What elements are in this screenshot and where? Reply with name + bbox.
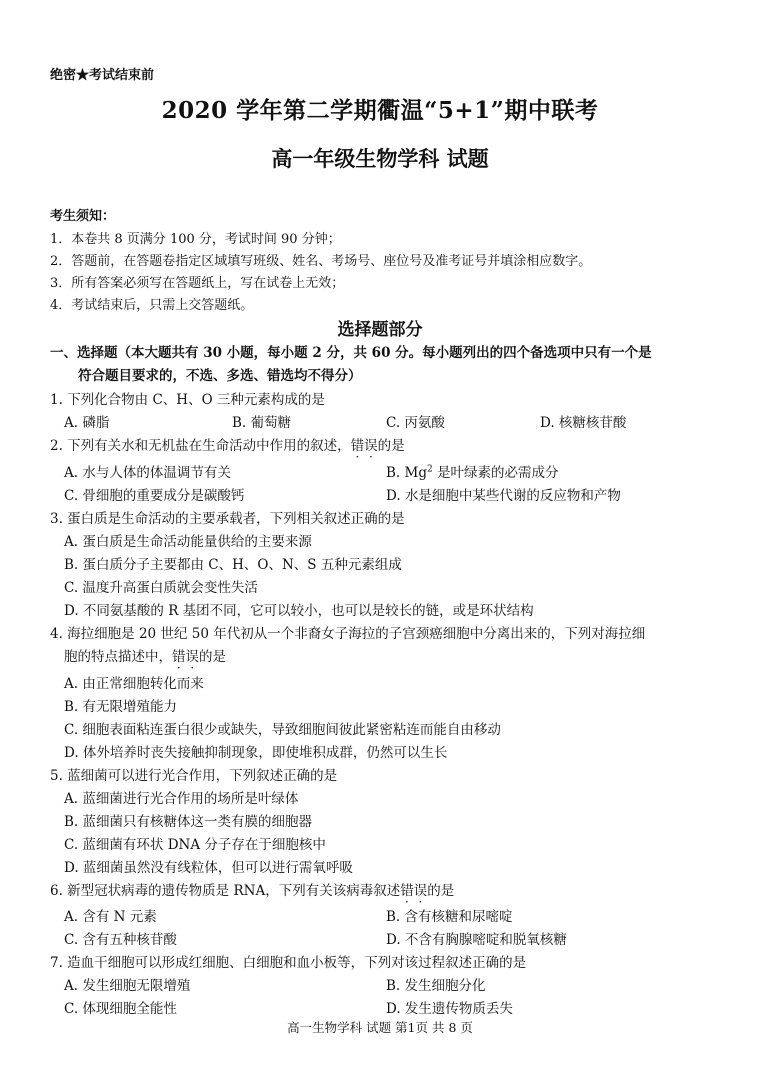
question-6-stem-end: 的是 [427,883,455,899]
option-b-text: B. Mg [386,465,427,481]
question-5-stem: 5. 蓝细菌可以进行光合作用，下列叙述正确的是 [50,768,338,784]
notice-title: 考生须知： [50,209,116,224]
question-4-option-a: A. 由正常细胞转化而来 [64,676,204,692]
notice-item: 3．所有答案必须写在答题纸上，写在试卷上无效； [50,276,345,291]
part-instructions-line2: 符合题目要求的，不选、多选、错选均不得分） [78,368,362,384]
question-2-option-d: D. 水是细胞中某些代谢的反应物和产物 [386,488,621,504]
confidential-label: 绝密★考试结束前 [50,68,155,83]
question-2-option-c: C. 骨细胞的重要成分是碳酸钙 [64,488,245,504]
question-6-stem [50,879,454,899]
notice-item: 1．本卷共 8 页满分 100 分，考试时间 90 分钟； [50,232,341,247]
question-1-option-d: D. 核糖核苷酸 [540,415,627,431]
question-6-option-b: B. 含有核糖和尿嘧啶 [386,909,513,925]
section-title: 选择题部分 [337,320,423,340]
question-6-option-d: D. 不含有胸腺嘧啶和脱氧核糖 [386,932,567,948]
superscript: 2 [426,464,433,475]
emphasis-mark: 误 [413,883,428,899]
notice-item: 4．考试结束后，只需上交答题纸。 [50,298,254,313]
question-2-stem-text: 2. 下列有关水和无机盐在生命活动中作用的叙述， [50,438,351,454]
question-3-option-a: A. 蛋白质是生命活动能量供给的主要来源 [64,534,312,550]
page-footer: 高一生物学科 试题 第1页 共 8 页 [287,1020,473,1035]
question-7-option-b: B. 发生细胞分化 [386,978,486,994]
question-4-option-c: C. 细胞表面粘连蛋白很少或缺失，导致细胞间彼此紧密粘连而能自由移动 [64,722,501,738]
part-instructions-line1: 一、选择题（本大题共有 30 小题，每小题 2 分，共 60 分。每小题列出的四个备选项中只有一个是 [50,345,652,361]
question-1-option-c: C. 丙氨酸 [386,415,445,431]
question-2-option-b [386,461,559,481]
question-3-option-c: C. 温度升高蛋白质就会变性失活 [64,580,258,596]
question-5-option-a: A. 蓝细菌进行光合作用的场所是叶绿体 [64,791,299,807]
question-1-stem: 1. 下列化合物由 C、H、O 三种元素构成的是 [50,392,325,408]
question-7-option-d: D. 发生遗传物质丢失 [386,1001,513,1017]
question-7-option-c: C. 体现细胞全能性 [64,1001,177,1017]
question-5-option-d: D. 蓝细菌虽然没有线粒体，但可以进行需氧呼吸 [64,860,353,876]
question-1-option-a: A. 磷脂 [64,415,110,431]
question-6-option-c: C. 含有五种核苷酸 [64,932,177,948]
question-4-stem: 4. 海拉细胞是 20 世纪 50 年代初从一个非裔女子海拉的子宫颈癌细胞中分离出来的，下列对海拉细 [50,626,646,642]
question-7-stem: 7. 造血干细胞可以形成红细胞、白细胞和血小板等，下列对该过程叙述正确的是 [50,955,527,971]
exam-subtitle: 高一年级生物学科 试题 [271,146,489,171]
question-3-option-d: D. 不同氨基酸的 R 基团不同，它可以较小，也可以是较长的链，或是环状结构 [64,603,534,619]
question-4-option-b: B. 有无限增殖能力 [64,699,178,715]
emphasis-mark: 错 [350,438,365,454]
question-2-option-a: A. 水与人体的体温调节有关 [64,465,231,481]
question-4-stem-text: 胞的特点描述中， [64,649,172,665]
notice-item: 2．答题前，在答题卷指定区域填写班级、姓名、考场号、座位号及准考证号并填涂相应数字。 [50,254,592,269]
question-2-stem [50,434,405,454]
option-b-text-end: 是叶绿素的必需成分 [432,465,559,481]
emphasis-mark: 错 [400,883,414,899]
question-4-stem-end: 的是 [199,649,226,665]
question-3-stem: 3. 蛋白质是生命活动的主要承载者，下列相关叙述正确的是 [50,511,405,527]
emphasis-mark: 误 [185,649,199,665]
question-5-option-c: C. 蓝细菌有环状 DNA 分子存在于细胞核中 [64,837,326,853]
question-5-option-b: B. 蓝细菌只有核糖体这一类有膜的细胞器 [64,814,313,830]
question-4-stem-cont [64,645,226,665]
question-1-option-b: B. 葡萄糖 [232,415,292,431]
question-2-stem-end: 的是 [377,438,405,454]
emphasis-mark: 误 [364,438,378,454]
question-6-option-a: A. 含有 N 元素 [64,909,157,925]
question-4-option-d: D. 体外培养时丧失接触抑制现象，即使堆积成群，仍然可以生长 [64,745,448,761]
question-6-stem-text: 6. 新型冠状病毒的遗传物质是 RNA，下列有关该病毒叙述 [50,883,401,899]
question-3-option-b: B. 蛋白质分子主要都由 C、H、O、N、S 五种元素组成 [64,557,402,573]
emphasis-mark: 错 [172,649,186,665]
question-7-option-a: A. 发生细胞无限增殖 [64,978,191,994]
exam-title: 2020 学年第二学期衢温“5+1”期中联考 [161,97,599,124]
